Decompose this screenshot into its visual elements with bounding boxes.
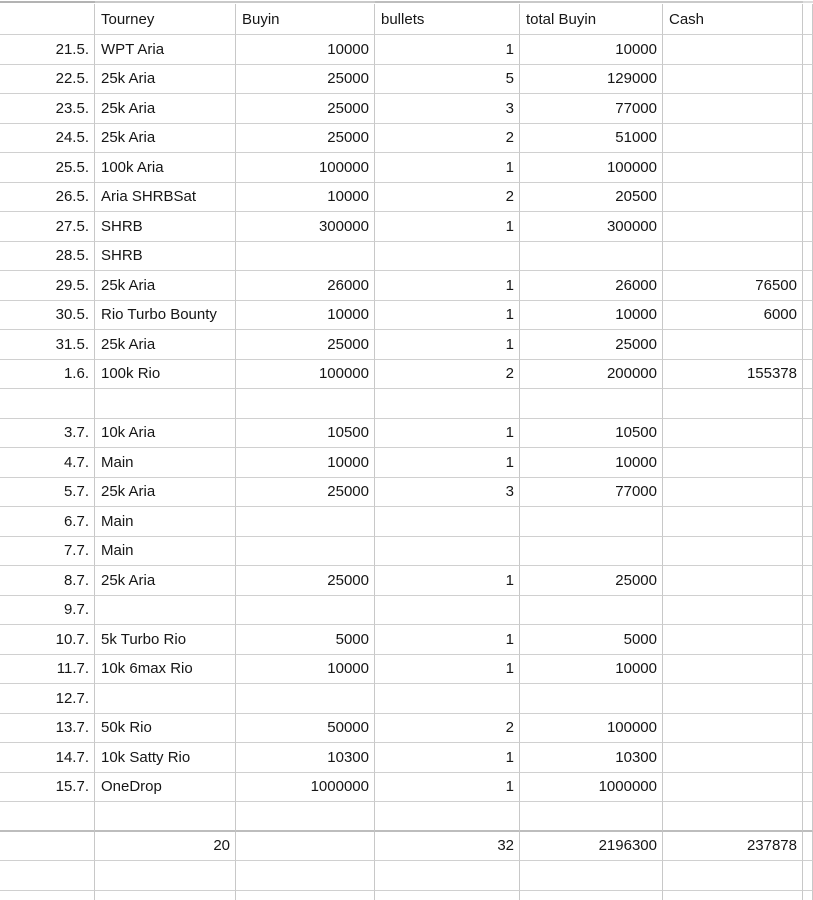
cell-cash[interactable] — [663, 684, 803, 714]
cell-cash[interactable]: 6000 — [663, 301, 803, 331]
cell-date[interactable]: 5.7. — [0, 478, 95, 508]
cell-date[interactable]: 13.7. — [0, 714, 95, 744]
edge-cell — [803, 832, 813, 862]
cell-cash[interactable] — [663, 596, 803, 626]
table-row — [0, 625, 813, 655]
cell-buyin[interactable]: 10000 — [236, 183, 375, 213]
table-row — [0, 124, 813, 154]
cell-total-buyin[interactable] — [520, 242, 663, 272]
cell-bullets[interactable]: 3 — [375, 478, 520, 508]
cell-date[interactable]: 11.7. — [0, 655, 95, 685]
cell-tourney[interactable]: 10k 6max Rio — [95, 655, 236, 685]
cell-tourney[interactable]: Main — [95, 537, 236, 567]
cell-cash[interactable] — [663, 478, 803, 508]
table-row — [0, 183, 813, 213]
cell-buyin[interactable]: 300000 — [236, 212, 375, 242]
cell-cash[interactable] — [663, 891, 803, 900]
clipped-cell-fragment — [95, 1, 375, 3]
cell-buyin[interactable]: 10000 — [236, 301, 375, 331]
cell-total-buyin[interactable]: 10300 — [520, 743, 663, 773]
cell-tourney[interactable] — [95, 802, 236, 832]
cell-bullets[interactable]: 2 — [375, 360, 520, 390]
summary-row — [0, 832, 813, 862]
cell-date[interactable]: 21.5. — [0, 35, 95, 65]
cell-buyin[interactable]: 25000 — [236, 566, 375, 596]
cell-bullets[interactable]: 1 — [375, 655, 520, 685]
cell-bullets[interactable] — [375, 537, 520, 567]
cell-tourney[interactable]: 10k Satty Rio — [95, 743, 236, 773]
cell-total-buyin[interactable]: 25000 — [520, 330, 663, 360]
cell-buyin[interactable]: 10500 — [236, 419, 375, 449]
cell-buyin[interactable] — [236, 891, 375, 900]
cell-bullets[interactable]: 1 — [375, 743, 520, 773]
cell-date[interactable] — [0, 891, 95, 900]
edge-cell — [803, 478, 813, 508]
cell-tourney[interactable]: 25k Aria — [95, 478, 236, 508]
cell-date[interactable]: 30.5. — [0, 301, 95, 331]
cell-tourney[interactable]: 10k Aria — [95, 419, 236, 449]
cell-total-buyin[interactable]: 300000 — [520, 212, 663, 242]
cell-cash[interactable] — [663, 183, 803, 213]
edge-cell — [803, 891, 813, 900]
header-tourney[interactable]: Tourney — [95, 4, 236, 35]
cell-buyin[interactable]: 10000 — [236, 35, 375, 65]
cell-tourney[interactable] — [95, 861, 236, 891]
edge-cell — [803, 94, 813, 124]
cell-tourney[interactable]: 25k Aria — [95, 124, 236, 154]
cell-total-buyin[interactable]: 10000 — [520, 301, 663, 331]
cell-tourney[interactable]: Main — [95, 507, 236, 537]
cell-cash[interactable] — [663, 94, 803, 124]
table-row — [0, 773, 813, 803]
cell-bullets[interactable] — [375, 891, 520, 900]
cell-total-buyin[interactable]: 77000 — [520, 94, 663, 124]
cell-cash[interactable] — [663, 419, 803, 449]
cell-date[interactable] — [0, 802, 95, 832]
edge-cell — [803, 861, 813, 891]
cell-total-buyin[interactable] — [520, 802, 663, 832]
cell-date[interactable]: 15.7. — [0, 773, 95, 803]
cell-tourney[interactable] — [95, 596, 236, 626]
cell-buyin[interactable]: 25000 — [236, 65, 375, 95]
table-row — [0, 389, 813, 419]
cell-cash[interactable] — [663, 242, 803, 272]
cell-tourney[interactable]: 25k Aria — [95, 566, 236, 596]
edge-cell — [803, 153, 813, 183]
header-total-buyin[interactable]: total Buyin — [520, 4, 663, 35]
cell-tourney[interactable] — [95, 684, 236, 714]
cell-bullets[interactable]: 2 — [375, 714, 520, 744]
cell-bullets[interactable]: 1 — [375, 212, 520, 242]
cell-date[interactable]: 3.7. — [0, 419, 95, 449]
summary-total-buyin[interactable]: 2196300 — [520, 832, 663, 862]
cell-buyin[interactable]: 26000 — [236, 271, 375, 301]
cell-buyin[interactable]: 50000 — [236, 714, 375, 744]
cell-date[interactable]: 28.5. — [0, 242, 95, 272]
clipped-row-above — [0, 0, 813, 4]
cell-total-buyin[interactable]: 51000 — [520, 124, 663, 154]
cell-cash[interactable] — [663, 625, 803, 655]
summary-cash-total[interactable]: 237878 — [663, 832, 803, 862]
cell-date[interactable]: 12.7. — [0, 684, 95, 714]
cell-date[interactable]: 9.7. — [0, 596, 95, 626]
clipped-row-below — [0, 891, 813, 900]
cell-cash[interactable] — [663, 330, 803, 360]
cell-tourney[interactable]: 5k Turbo Rio — [95, 625, 236, 655]
cell-tourney[interactable]: 25k Aria — [95, 94, 236, 124]
edge-cell — [803, 596, 813, 626]
edge-cell — [803, 537, 813, 567]
cell-tourney[interactable]: Aria SHRBSat — [95, 183, 236, 213]
header-row — [0, 4, 813, 35]
cell-date[interactable]: 6.7. — [0, 507, 95, 537]
cell-cash[interactable] — [663, 655, 803, 685]
table-row — [0, 566, 813, 596]
edge-cell — [803, 271, 813, 301]
cell-cash[interactable]: 155378 — [663, 360, 803, 390]
cell-cash[interactable] — [663, 566, 803, 596]
cell-bullets[interactable] — [375, 861, 520, 891]
cell-buyin[interactable]: 100000 — [236, 360, 375, 390]
empty-row — [0, 861, 813, 891]
table-row — [0, 478, 813, 508]
cell-cash[interactable] — [663, 714, 803, 744]
clipped-cell-fragment — [803, 1, 813, 3]
cell-cash[interactable] — [663, 743, 803, 773]
cell-cash[interactable] — [663, 65, 803, 95]
edge-cell — [803, 65, 813, 95]
cell-date[interactable]: 24.5. — [0, 124, 95, 154]
cell-bullets[interactable] — [375, 242, 520, 272]
cell-cash[interactable] — [663, 153, 803, 183]
cell-total-buyin[interactable] — [520, 507, 663, 537]
cell-bullets[interactable]: 1 — [375, 448, 520, 478]
cell-date[interactable]: 10.7. — [0, 625, 95, 655]
cell-date[interactable]: 29.5. — [0, 271, 95, 301]
cell-buyin[interactable] — [236, 242, 375, 272]
edge-cell — [803, 212, 813, 242]
cell-bullets[interactable]: 2 — [375, 183, 520, 213]
table-row — [0, 301, 813, 331]
header-cash[interactable]: Cash — [663, 4, 803, 35]
cell-tourney[interactable]: Main — [95, 448, 236, 478]
edge-column — [803, 4, 813, 35]
cell-bullets[interactable]: 1 — [375, 419, 520, 449]
cell-total-buyin[interactable]: 10000 — [520, 655, 663, 685]
cell-total-buyin[interactable] — [520, 861, 663, 891]
cell-bullets[interactable] — [375, 507, 520, 537]
cell-tourney[interactable]: 25k Aria — [95, 330, 236, 360]
cell-buyin[interactable] — [236, 596, 375, 626]
cell-cash[interactable] — [663, 537, 803, 567]
edge-cell — [803, 242, 813, 272]
table-row — [0, 271, 813, 301]
cell-date[interactable]: 14.7. — [0, 743, 95, 773]
table-row — [0, 212, 813, 242]
cell-cash[interactable] — [663, 35, 803, 65]
cell-total-buyin[interactable] — [520, 537, 663, 567]
edge-cell — [803, 183, 813, 213]
cell-date[interactable]: 26.5. — [0, 183, 95, 213]
cell-tourney[interactable]: SHRB — [95, 242, 236, 272]
cell-tourney[interactable]: Rio Turbo Bounty — [95, 301, 236, 331]
summary-date-cell[interactable] — [0, 832, 95, 862]
table-row — [0, 153, 813, 183]
table-row — [0, 596, 813, 626]
table-row — [0, 65, 813, 95]
cell-bullets[interactable]: 1 — [375, 35, 520, 65]
cell-cash[interactable] — [663, 507, 803, 537]
edge-cell — [803, 773, 813, 803]
cell-bullets[interactable]: 1 — [375, 330, 520, 360]
cell-total-buyin[interactable]: 25000 — [520, 566, 663, 596]
cell-date[interactable]: 27.5. — [0, 212, 95, 242]
cell-bullets[interactable]: 1 — [375, 625, 520, 655]
edge-cell — [803, 124, 813, 154]
summary-tourney-count[interactable]: 20 — [95, 832, 236, 862]
cell-buyin[interactable]: 5000 — [236, 625, 375, 655]
cell-total-buyin[interactable]: 10000 — [520, 448, 663, 478]
cell-total-buyin[interactable] — [520, 684, 663, 714]
empty-row — [0, 802, 813, 832]
cell-date[interactable]: 31.5. — [0, 330, 95, 360]
cell-total-buyin[interactable] — [520, 891, 663, 900]
table-row — [0, 448, 813, 478]
cell-tourney[interactable]: 25k Aria — [95, 65, 236, 95]
cell-buyin[interactable] — [236, 537, 375, 567]
table-row — [0, 360, 813, 390]
edge-cell — [803, 360, 813, 390]
edge-cell — [803, 330, 813, 360]
cell-bullets[interactable]: 1 — [375, 773, 520, 803]
cell-bullets[interactable]: 1 — [375, 566, 520, 596]
cell-bullets[interactable] — [375, 596, 520, 626]
cell-date[interactable]: 23.5. — [0, 94, 95, 124]
header-buyin[interactable]: Buyin — [236, 4, 375, 35]
cell-buyin[interactable] — [236, 802, 375, 832]
clipped-cell-fragment — [520, 1, 803, 3]
cell-buyin[interactable]: 10000 — [236, 655, 375, 685]
cell-buyin[interactable]: 100000 — [236, 153, 375, 183]
cell-bullets[interactable]: 1 — [375, 153, 520, 183]
cell-cash[interactable] — [663, 773, 803, 803]
cell-total-buyin[interactable]: 20500 — [520, 183, 663, 213]
cell-bullets[interactable] — [375, 684, 520, 714]
cell-tourney[interactable]: SHRB — [95, 212, 236, 242]
edge-cell — [803, 35, 813, 65]
cell-date[interactable]: 1.6. — [0, 360, 95, 390]
cell-total-buyin[interactable] — [520, 389, 663, 419]
cell-date[interactable]: 4.7. — [0, 448, 95, 478]
cell-cash[interactable] — [663, 861, 803, 891]
cell-buyin[interactable]: 25000 — [236, 330, 375, 360]
cell-buyin[interactable]: 25000 — [236, 478, 375, 508]
edge-cell — [803, 714, 813, 744]
cell-bullets[interactable]: 5 — [375, 65, 520, 95]
cell-total-buyin[interactable]: 77000 — [520, 478, 663, 508]
cell-buyin[interactable]: 25000 — [236, 94, 375, 124]
cell-total-buyin[interactable]: 10000 — [520, 35, 663, 65]
cell-bullets[interactable] — [375, 389, 520, 419]
tournament-table — [0, 4, 813, 900]
cell-tourney[interactable]: 50k Rio — [95, 714, 236, 744]
cell-date[interactable] — [0, 861, 95, 891]
cell-cash[interactable] — [663, 389, 803, 419]
edge-cell — [803, 419, 813, 449]
summary-buyin-cell[interactable] — [236, 832, 375, 862]
header-bullets[interactable]: bullets — [375, 4, 520, 35]
cell-cash[interactable] — [663, 212, 803, 242]
cell-bullets[interactable]: 3 — [375, 94, 520, 124]
header-date[interactable] — [0, 4, 95, 35]
edge-cell — [803, 802, 813, 832]
cell-tourney[interactable]: 25k Aria — [95, 271, 236, 301]
edge-cell — [803, 743, 813, 773]
cell-total-buyin[interactable]: 26000 — [520, 271, 663, 301]
cell-cash[interactable] — [663, 448, 803, 478]
cell-buyin[interactable] — [236, 684, 375, 714]
cell-buyin[interactable] — [236, 389, 375, 419]
table-row — [0, 507, 813, 537]
table-row — [0, 419, 813, 449]
edge-cell — [803, 389, 813, 419]
cell-total-buyin[interactable] — [520, 596, 663, 626]
cell-total-buyin[interactable]: 10500 — [520, 419, 663, 449]
cell-buyin[interactable] — [236, 861, 375, 891]
cell-date[interactable]: 8.7. — [0, 566, 95, 596]
cell-cash[interactable]: 76500 — [663, 271, 803, 301]
table-row — [0, 684, 813, 714]
table-row — [0, 537, 813, 567]
cell-total-buyin[interactable]: 200000 — [520, 360, 663, 390]
clipped-cell-fragment — [0, 1, 95, 3]
cell-tourney[interactable]: 100k Rio — [95, 360, 236, 390]
edge-cell — [803, 448, 813, 478]
cell-total-buyin[interactable]: 100000 — [520, 153, 663, 183]
cell-buyin[interactable]: 1000000 — [236, 773, 375, 803]
table-row — [0, 714, 813, 744]
table-row — [0, 330, 813, 360]
edge-cell — [803, 684, 813, 714]
cell-bullets[interactable]: 1 — [375, 271, 520, 301]
cell-buyin[interactable]: 10300 — [236, 743, 375, 773]
cell-date[interactable] — [0, 389, 95, 419]
cell-tourney[interactable] — [95, 389, 236, 419]
cell-total-buyin[interactable]: 129000 — [520, 65, 663, 95]
table-row — [0, 35, 813, 65]
cell-bullets[interactable]: 1 — [375, 301, 520, 331]
table-row — [0, 94, 813, 124]
cell-date[interactable]: 25.5. — [0, 153, 95, 183]
summary-bullets-total[interactable]: 32 — [375, 832, 520, 862]
cell-bullets[interactable] — [375, 802, 520, 832]
cell-date[interactable]: 22.5. — [0, 65, 95, 95]
cell-total-buyin[interactable]: 5000 — [520, 625, 663, 655]
edge-cell — [803, 566, 813, 596]
cell-tourney[interactable] — [95, 891, 236, 900]
edge-cell — [803, 301, 813, 331]
clipped-cell-fragment — [375, 1, 520, 3]
cell-tourney[interactable]: 100k Aria — [95, 153, 236, 183]
cell-total-buyin[interactable]: 1000000 — [520, 773, 663, 803]
cell-tourney[interactable]: WPT Aria — [95, 35, 236, 65]
cell-bullets[interactable]: 2 — [375, 124, 520, 154]
table-row — [0, 655, 813, 685]
cell-total-buyin[interactable]: 100000 — [520, 714, 663, 744]
cell-buyin[interactable]: 10000 — [236, 448, 375, 478]
cell-buyin[interactable]: 25000 — [236, 124, 375, 154]
cell-tourney[interactable]: OneDrop — [95, 773, 236, 803]
cell-buyin[interactable] — [236, 507, 375, 537]
edge-cell — [803, 507, 813, 537]
cell-cash[interactable] — [663, 802, 803, 832]
edge-cell — [803, 625, 813, 655]
table-row — [0, 743, 813, 773]
cell-date[interactable]: 7.7. — [0, 537, 95, 567]
cell-cash[interactable] — [663, 124, 803, 154]
table-row — [0, 242, 813, 272]
edge-cell — [803, 655, 813, 685]
